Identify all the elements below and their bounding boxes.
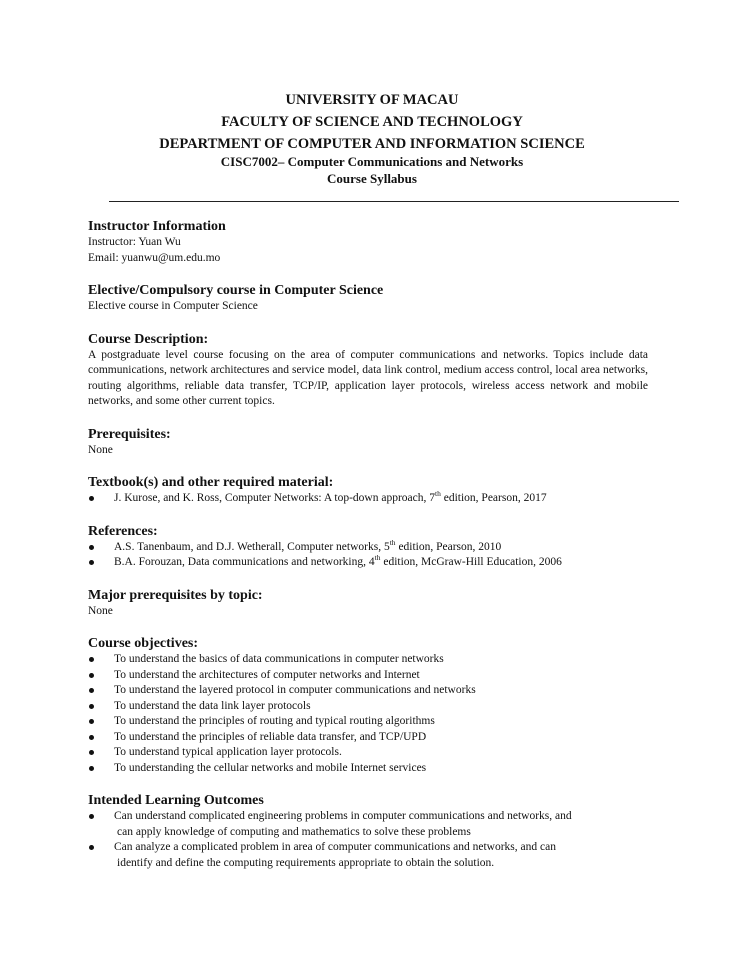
instructor-email: Email: yuanwu@um.edu.mo: [88, 251, 221, 264]
list-item: Can understand complicated engineering problems in computer communications and networks, and can apply knowledge of computing and mathematics to solve these problems: [114, 810, 572, 838]
textbooks-list: [88, 491, 648, 507]
list-item: A.S. Tanenbaum, and D.J. Wetherall, Computer networks, 5th edition, Pearson, 2010: [114, 537, 502, 553]
university-name: UNIVERSITY OF MACAU: [285, 92, 459, 108]
objectives-section: [88, 635, 648, 776]
textbooks-section: [88, 474, 648, 507]
list-item: To understand the layered protocol in computer communications and networks: [114, 684, 476, 696]
major-prereq-section: [88, 587, 648, 620]
list-item: To understand the principles of routing and typical routing algorithms: [114, 715, 435, 727]
instructor-name: Instructor: Yuan Wu: [88, 236, 181, 248]
major-prereq-heading: Major prerequisites by topic:: [88, 587, 263, 603]
instructor-section: [88, 218, 648, 266]
description-text: A postgraduate level course focusing on the area of computer communications and networks. Topics include data communications, network architectures and service model, data link control, medium access control, local area networks, routing algorithms, reliable data transfer, TCP/IP, application layer protocols, wireless access network and mobile networks, and some other current topics.: [88, 348, 648, 407]
objectives-heading: Course objectives:: [88, 636, 199, 651]
syllabus-content: [88, 218, 648, 871]
outcomes-list: [88, 809, 648, 871]
prerequisites-heading: Prerequisites:: [88, 426, 171, 442]
description-section: [88, 331, 648, 410]
course-title: CISC7002– Computer Communications and Networks: [220, 154, 524, 169]
faculty-name: FACULTY OF SCIENCE AND TECHNOLOGY: [221, 114, 523, 130]
document-type: Course Syllabus: [327, 171, 417, 186]
prerequisites-section: [88, 426, 648, 459]
instructor-heading: Instructor Information: [88, 219, 226, 234]
department-name: DEPARTMENT OF COMPUTER AND INFORMATION SCIENCE: [159, 136, 585, 152]
outcomes-section: [88, 792, 648, 871]
textbooks-heading: Textbook(s) and other required material:: [88, 475, 334, 490]
description-heading: Course Description:: [88, 331, 209, 347]
list-item: To understand the principles of reliable data transfer, and TCP/UPD: [114, 730, 427, 743]
list-item: To understanding the cellular networks and mobile Internet services: [114, 761, 427, 774]
references-list: [88, 537, 648, 571]
prerequisites-value: None: [88, 443, 113, 456]
references-section: [88, 523, 648, 571]
list-item: B.A. Forouzan, Data communications and networking, 4th edition, McGraw-Hill Education, 2006: [114, 553, 562, 568]
list-item: To understand typical application layer protocols.: [114, 746, 342, 758]
list-item: To understand the architectures of computer networks and Internet: [114, 668, 420, 681]
list-item: Can analyze a complicated problem in area of computer communications and networks, and can identify and define the computing requirements appropriate to obtain the solution.: [114, 841, 556, 869]
header-divider: [109, 201, 679, 202]
elective-section: [88, 282, 648, 315]
list-item: To understand the data link layer protocols: [114, 699, 311, 712]
elective-heading: Elective/Compulsory course in Computer Science: [88, 283, 384, 298]
outcomes-heading: Intended Learning Outcomes: [88, 793, 264, 808]
major-prereq-value: None: [88, 604, 113, 617]
list-item: To understand the basics of data communications in computer networks: [114, 653, 444, 665]
references-heading: References:: [88, 523, 158, 539]
objectives-list: [88, 652, 648, 776]
elective-value: Elective course in Computer Science: [88, 300, 258, 312]
list-item: J. Kurose, and K. Ross, Computer Networks: A top-down approach, 7th edition, Pearson, 2017: [114, 489, 547, 504]
